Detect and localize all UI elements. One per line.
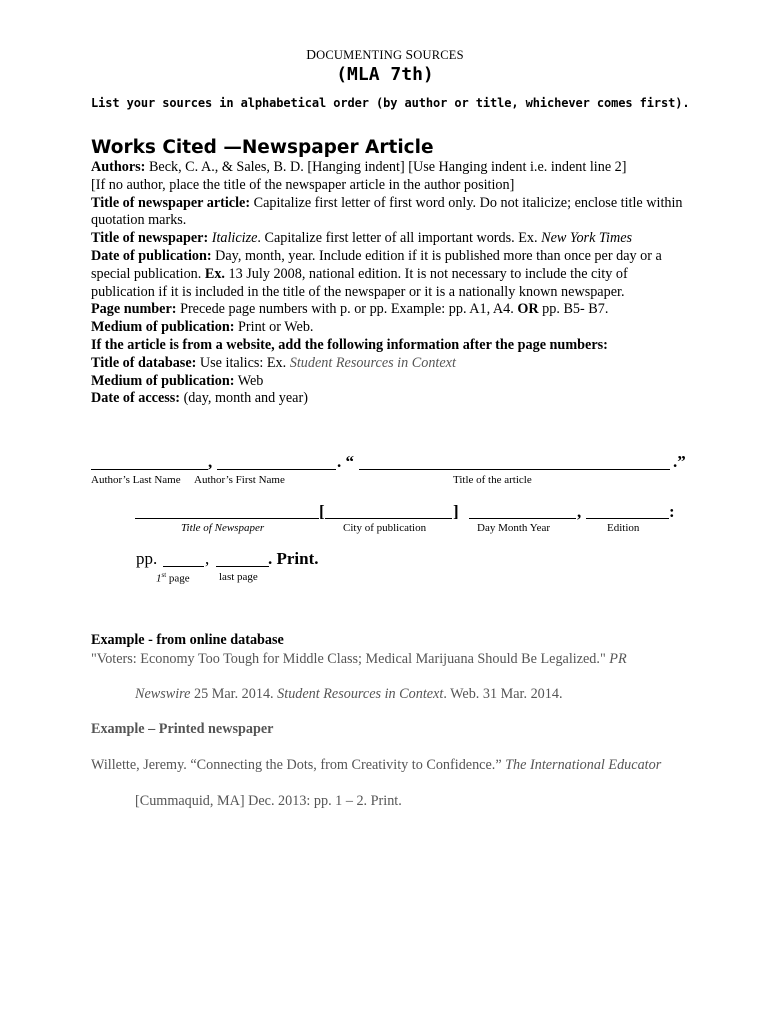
example-online-heading: Example - from online database (91, 632, 284, 648)
template-print: . Print. (268, 549, 319, 568)
blank-date (469, 518, 576, 519)
template-period-quote-close: .” (673, 452, 686, 471)
template-bracket-close: ] (453, 502, 459, 521)
example-print-heading: Example – Printed newspaper (91, 721, 274, 737)
document-title: (MLA 7th) (336, 64, 434, 85)
label-edition: Edition (607, 522, 640, 534)
rule-database: Title of database: Use italics: Ex. Student Resources in Context (91, 354, 456, 371)
label-authors-last: Author’s Last Name (91, 474, 181, 486)
blank-first-page (163, 566, 204, 567)
rule-page: Page number: Precede page numbers with p. or pp. Example: pp. A1, A4. OR pp. B5- B7. (91, 301, 609, 318)
label-newspaper-title: Title of Newspaper (181, 522, 265, 534)
template-bracket-open: [ (319, 502, 325, 521)
label-last-page: last page (219, 571, 258, 583)
blank-author-first (217, 469, 336, 470)
label-city: City of publication (343, 522, 427, 534)
blank-author-last (91, 469, 208, 470)
template-comma-2: , (577, 502, 582, 521)
rule-website-note: If the article is from a website, add the following information after the page numbers: (91, 336, 608, 353)
rule-date: Date of publication: Day, month, year. Include edition if it is published more than once per day or a (91, 247, 662, 264)
template-colon: : (669, 502, 675, 521)
rule-medium-web: Medium of publication: Web (91, 372, 264, 389)
template-period-quote: . “ (337, 452, 354, 471)
blank-city (325, 518, 452, 519)
blank-edition (586, 518, 669, 519)
blank-last-page (216, 566, 269, 567)
label-first-page: 1st page (156, 571, 190, 585)
template-comma: , (208, 452, 213, 471)
document-subtitle: DOCUMENTING SOURCES (306, 47, 464, 62)
blank-newspaper-title (135, 518, 319, 519)
rule-date-cont: special publication. Ex. 13 July 2008, national edition. It is not necessary to include the city of (91, 265, 628, 282)
citation-rules (91, 159, 731, 408)
example-print-line1: Willette, Jeremy. “Connecting the Dots, from Creativity to Confidence.” The International Educator (91, 757, 662, 773)
rule-no-author: [If no author, place the title of the newspaper article in the author position] (91, 176, 515, 193)
rule-medium: Medium of publication: Print or Web. (91, 319, 314, 336)
template-comma-3: , (205, 549, 210, 568)
rule-title-article: Title of newspaper article: Capitalize first letter of first word only. Do not italicize; enclose title within (91, 194, 683, 211)
rule-date-cont2: publication if it is included in the title of the newspaper or it is a nationally known newspaper. (91, 283, 625, 300)
rule-title-article-cont: quotation marks. (91, 212, 187, 229)
section-heading: Works Cited —Newspaper Article (91, 137, 434, 158)
rule-authors: Authors: Beck, C. A., & Sales, B. D. [Hanging indent] [Use Hanging indent i.e. indent line 2] (91, 159, 627, 175)
blank-article-title (359, 469, 670, 470)
label-article-title: Title of the article (453, 474, 532, 486)
example-online-line1: "Voters: Economy Too Tough for Middle Class; Medical Marijuana Should Be Legalized." PR (91, 651, 627, 667)
example-print-line2: [Cummaquid, MA] Dec. 2013: pp. 1 – 2. Print. (135, 793, 402, 809)
instruction-text: List your sources in alphabetical order (by author or title, whichever comes first). (91, 96, 690, 110)
example-online-line2: Newswire 25 Mar. 2014. Student Resources in Context. Web. 31 Mar. 2014. (135, 686, 563, 702)
template-pp: pp. (136, 549, 158, 568)
label-date: Day Month Year (477, 522, 551, 534)
label-authors-first: Author’s First Name (194, 474, 285, 486)
rule-access: Date of access: (day, month and year) (91, 390, 308, 407)
rule-title-newspaper: Title of newspaper: Italicize. Capitalize first letter of all important words. Ex. New York Times (91, 230, 633, 247)
